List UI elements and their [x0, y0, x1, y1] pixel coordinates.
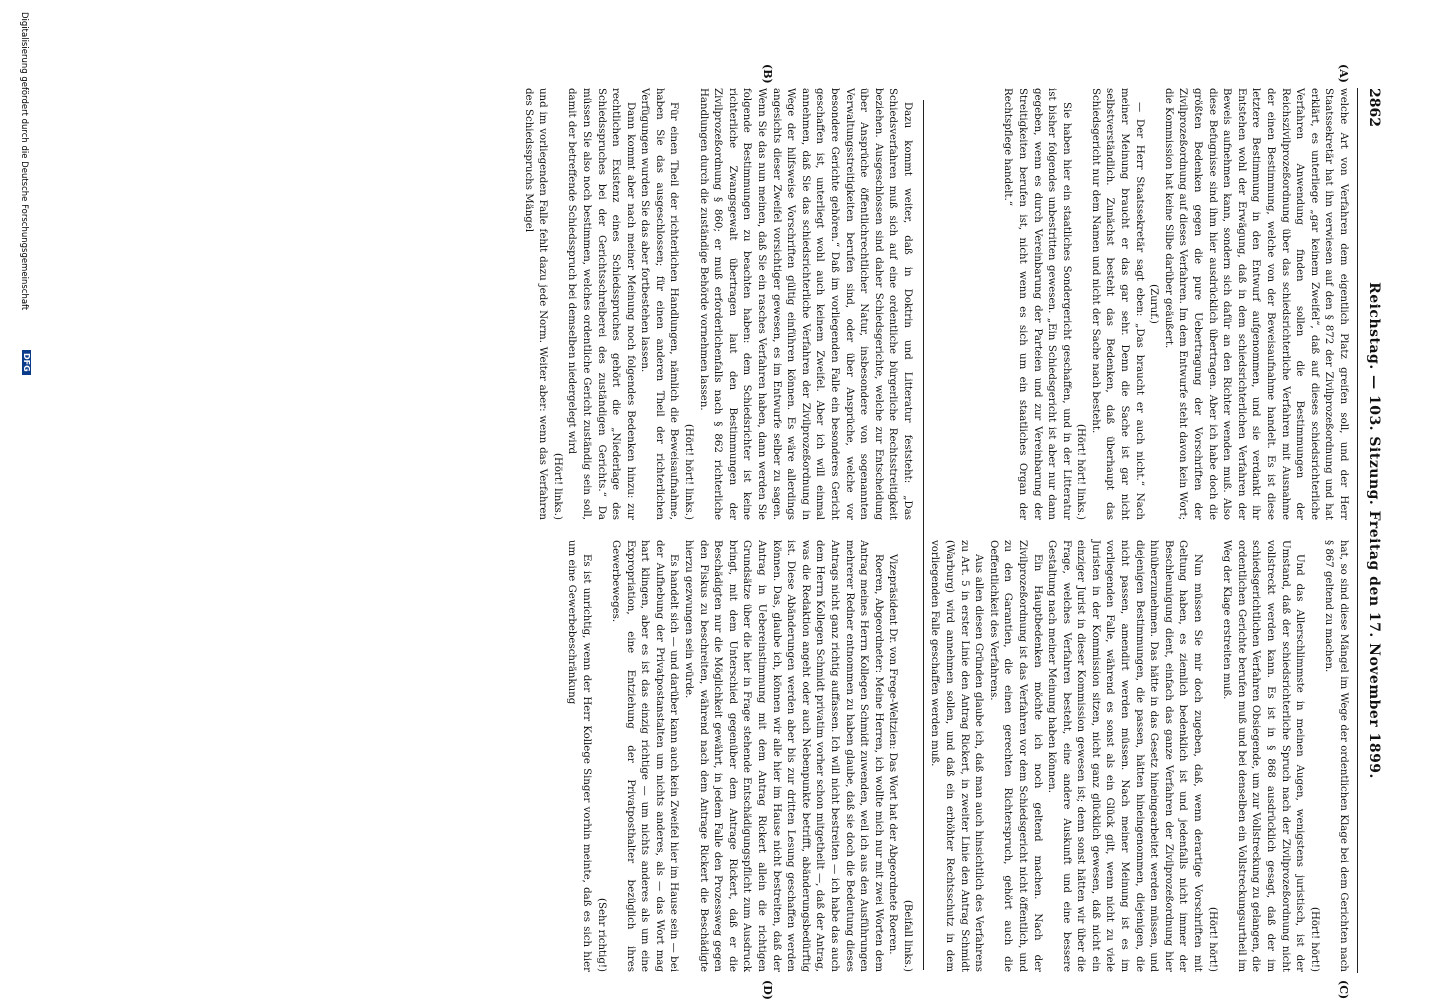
column-divider: [923, 100, 924, 970]
digitization-credit: Digitalisierung gefördert durch die Deutsche Forschungsgemeinschaft: [19, 12, 29, 311]
interjection: (Hört! hört! links.): [1075, 424, 1087, 520]
header-rule: [1357, 88, 1358, 973]
paragraph: Es ist unrichtig, wenn der Herr Kollege Singer vorhin meinte, daß es sich hier um eine Gewerbebeschränkung: [566, 540, 592, 972]
paragraph: und im vorliegenden Falle fehlt dazu jede Norm. Weiter aber: wenn das Verfahren des Schiedsspruchs Mängel: [522, 88, 549, 520]
text-column-c: [929, 540, 1350, 972]
text-column-a: [935, 88, 1350, 520]
paragraph: Aus allen diesen Gründen glaube ich, daß man auch hinsichtlich des Verfahrens zu Art. 5 in erster Linie den Antrag Rickert, in zweiter Linie den Antrag Schmidt (Warburg) wird annehmen sollen, und daß ein erhöhter Rechtsschutz in dem vorliegenden Falle geschaffen werden muß.: [929, 540, 985, 972]
margin-mark-c: (C): [1337, 980, 1350, 1000]
interjection: (Zuruf.): [1148, 284, 1160, 324]
paragraph: hat, so sind diese Mängel im Wege der ordentlichen Klage bei dem Gerichten nach § 867 geltend zu machen.: [1323, 540, 1349, 972]
page-header: [1358, 88, 1382, 973]
interjection: (Hört! links.): [551, 453, 563, 520]
interjection: (Sehr richtig!): [595, 898, 607, 972]
text-column-b: [409, 88, 914, 520]
paragraph: Ein Hauptbedenken möchte ich noch geltend machen. Nach der Zivilprozeßordnung ist das Verfahren vor dem Schiedsgericht nicht öffentlich, und zu den Garantien, die einen gerechten Richterspruch, gehört auch die Oeffentlichkeit des Verfahrens.: [987, 540, 1043, 972]
paragraph: Und das Allerschlimmste in meinen Augen, wenigstens juristisch, ist der Umstand, daß der schiedsrichterliche Spruch nach der Zivilprozeßordnung nicht vollstreckt werden kann. Es ist in § 868 ausdrücklich gesagt, daß der im schiedsgerichtlichen Verfahren Obsiegende, um zur Vollstreckung zu gelangen, die ordentlichen Gerichte berufen muß und bei denselben ein Vollstreckungsurtheil im Weg der Klage erstreiten muß.: [1221, 540, 1306, 972]
margin-mark-a: (A): [1337, 64, 1350, 83]
speaker-paragraph: Vizepräsident Dr. von Frege-Weltzien: Das Wort hat der Abgeordnete Roeren.: [887, 554, 899, 955]
text-column-d: [409, 540, 914, 972]
page-number: 2862: [1366, 88, 1382, 127]
paragraph: Sie haben hier ein staatliches Sondergericht geschaffen, und in der Litteratur ist bisher folgendes unbestritten gewesen. „Ein Schiedsgericht ist aber nur dann gegeben, wenn es durch Vereinbarung der Parteien und zur Vereinbarung der Streitigkeiten berufen ist, nicht wenn es sich um ein staatliches Organ der Rechtspflege handelt.“: [1002, 88, 1072, 520]
dfg-logo: DFG: [22, 350, 31, 375]
interjection: (Hört! hört!): [1206, 906, 1218, 972]
page-title: Reichstag. — 103. Sitzung. Freitag den 17. November 1899.: [1366, 282, 1382, 779]
paragraph: Nun müssen Sie mir doch zugeben, daß, wenn derartige Vorschriften mit Geltung haben, es ziemlich bedenklich ist und jedenfalls nicht immer der Beschleunigung dient, einfach das ganze Verfahren der Zivilprozeßordnung hier hinüberzunehmen. Das hätte in das Gesetz hineingearbeitet werden müssen, und diejenigen Bestimmungen, die passen, hätten hineingenommen, diejenigen, die nicht passen, amendirt werden müssen. Nach meiner Meinung ist es im vorliegenden Falle, während es sonst als ein Glück gilt, wenn nicht zu viele Juristen in der Kommission sitzen, nicht ganz glücklich gewesen, daß nicht ein einziger Jurist in dieser Kommission gewesen ist; denn sonst hätten wir über die Frage, welches Verfahren besteht, eine andere Auskunft und eine bessere Gestaltung nach meiner Meinung haben können.: [1046, 540, 1204, 972]
margin-mark-d: (D): [761, 980, 774, 1000]
paragraph: Dann kommt aber nach meiner Meinung noch folgendes Bedenken hinzu: zur rechtlichen Existenz eines Schiedsspruches gehört die „Niederlage des Schiedsspruches bei der Gerichtsschreiberei des zuständigen Gerichts.“ Da müssen Sie also noch bestimmen, welches ordentliche Gericht zuständig sein soll, damit der betreffende Schiedsspruch bei demselben niedergelegt wird: [566, 88, 636, 520]
paragraph: Es handelt sich — und darüber kann auch kein Zweifel hier im Hause sein — bei der Aufhebung der Privatpostanstalten um nichts anderes, als — das Wort mag hart klingen, aber es ist das einzig richtige — um nichts anderes als um eine Expropriation, eine Entziehung der Privatposthalter bezüglich ihres Gewerbeweges.: [610, 540, 680, 972]
paragraph: Für einen Theil der richterlichen Handlungen, nämlich die Beweisaufnahme, haben Sie das ausgeschlossen; für einen anderen Theil der richterlichen Verfügungen wurden Sie das aber fortbestehen lassen.: [639, 88, 680, 520]
speaker-paragraph: Roeren, Abgeordneter: Meine Herren, ich wollte mich nur mit zwei Worten dem Antrag meines Herrn Kollegen Schmidt zuwenden, weil ich aus den Ausführungen mehrerer Redner entnommen zu haben glaube, daß sie doch die Bedeutung dieses Antrags nicht ganz richtig auffassen. Ich will nicht bestreiten — ich habe das auch dem Herrn Kollegen Schmidt privatim vorher schon mitgetheilt —, daß der Antrag, was die Redaktion angeht oder auch Nebenpunkte betrifft, abänderungsbedürftig ist. Diese Abänderungen werden aber bis zur dritten Lesung geschaffen werden können. Das, glaube ich, können wir alle hier im Hause nicht bestreiten, daß der Antrag in Uebereinstimmung mit dem Antrag Rickert allein die richtigen Grundsätze über die hier in Frage stehende Entschädigungspflicht zum Ausdruck bringt, mit dem Unterschied gegenüber dem Antrage Rickert, daß er die Beschädigten nur die Möglichkeit gewährt, in jedem Falle den Prozessweg gegen den Fiskus zu beschreiten, während nach dem Antrage Rickert die Beschädigte hierzu gezwungen sein würde.: [683, 540, 884, 972]
interjection: (Hört! hört!): [1308, 906, 1320, 972]
paragraph: welche Art von Verfahren dem eigentlich Platz greifen soll, und der Herr Staatssekretär hat ihn verwiesen auf den § 872 der Zivilprozeßordnung und hat erklärt, es unterliege „gar keinem Zweifel“, daß auf dieses schiedsrichterliche Verfahren Anwendung finden sollen die Bestimmungen der Reichszivilprozeßordnung über das schiedsrichterliche Verfahren mit Ausnahme der einen Bestimmung, welche von der Beweisaufnahme handelt. Es ist diese letztere Bestimmung in den Entwurf aufgenommen, und sie verdankt ihr Entstehen wohl der Erwägung, daß in dem schiedsrichterlichen Verfahren der Beweis aufnehmen kann, sondern sich dafür an den Richter wenden muß. Also diese Befugnisse sind ihm hier ausdrücklich übertragen. Aber ich habe doch die größten Bedenken gegen die pure Uebertragung der Vorschriften der Zivilprozeßordnung auf dieses Verfahren. Im dem Entwurfe steht davon kein Wort; die Kommission hat keine Silbe darüber geäußert.: [1162, 88, 1349, 520]
paragraph: — Der Herr Staatssekretär sagt eben: „Das braucht er auch nicht.“ Nach meiner Meinung braucht er das gar sehr. Denn die Sache ist gar nicht selbstverständlich. Zunächst besteht das Bedenken, daß überhaupt das Schiedsgericht nur dem Namen und nicht der Sache nach besteht.: [1089, 88, 1145, 520]
margin-mark-b: (B): [761, 64, 774, 84]
interjection: (Hört! hört! links.): [683, 424, 695, 520]
paragraph: Dazu kommt weiter, daß in Doktrin und Litteratur feststeht: „Das Schiedsverfahren muß sich auf eine ordentliche bürgerliche Rechtsstreitigkeit beziehen. Ausgeschlossen sind daher Schiedsgerichte, welche zur Entscheidung über Ansprüche öffentlichrechtlicher Natur, insbesondere von sogenannten Verwaltungsstreitigkeiten berufen sind, oder über Ansprüche, welche vor besondere Gerichte gehören.“ Daß im vorliegenden Falle ein besonderes Gericht geschaffen ist, unterliegt wohl auch keinem Zweifel. Aber ich will einmal annehmen, daß Sie das schiedsrichterliche Verfahren der Zivilprozeßordnung in Wege der hilfsweise Vorschriften gültig einführen können. Es wäre allerdings angesichts dieser Zweifel vorsichtiger gewesen, es im Entwurfe selber zu sagen. Wenn Sie das nun meinen, daß Sie ein rasches Verfahren haben, dann werden Sie folgende Bestimmungen zu beachten haben: dem Schiedsrichter ist keine richterliche Zwangsgewalt übertragen laut den Bestimmungen der Zivilprozeßordnung § 860; er muß erforderlichenfalls nach § 862 richterliche Handlungen durch die zuständige Behörde vornehmen lassen.: [697, 88, 913, 520]
interjection: (Beifall links.): [902, 899, 913, 972]
